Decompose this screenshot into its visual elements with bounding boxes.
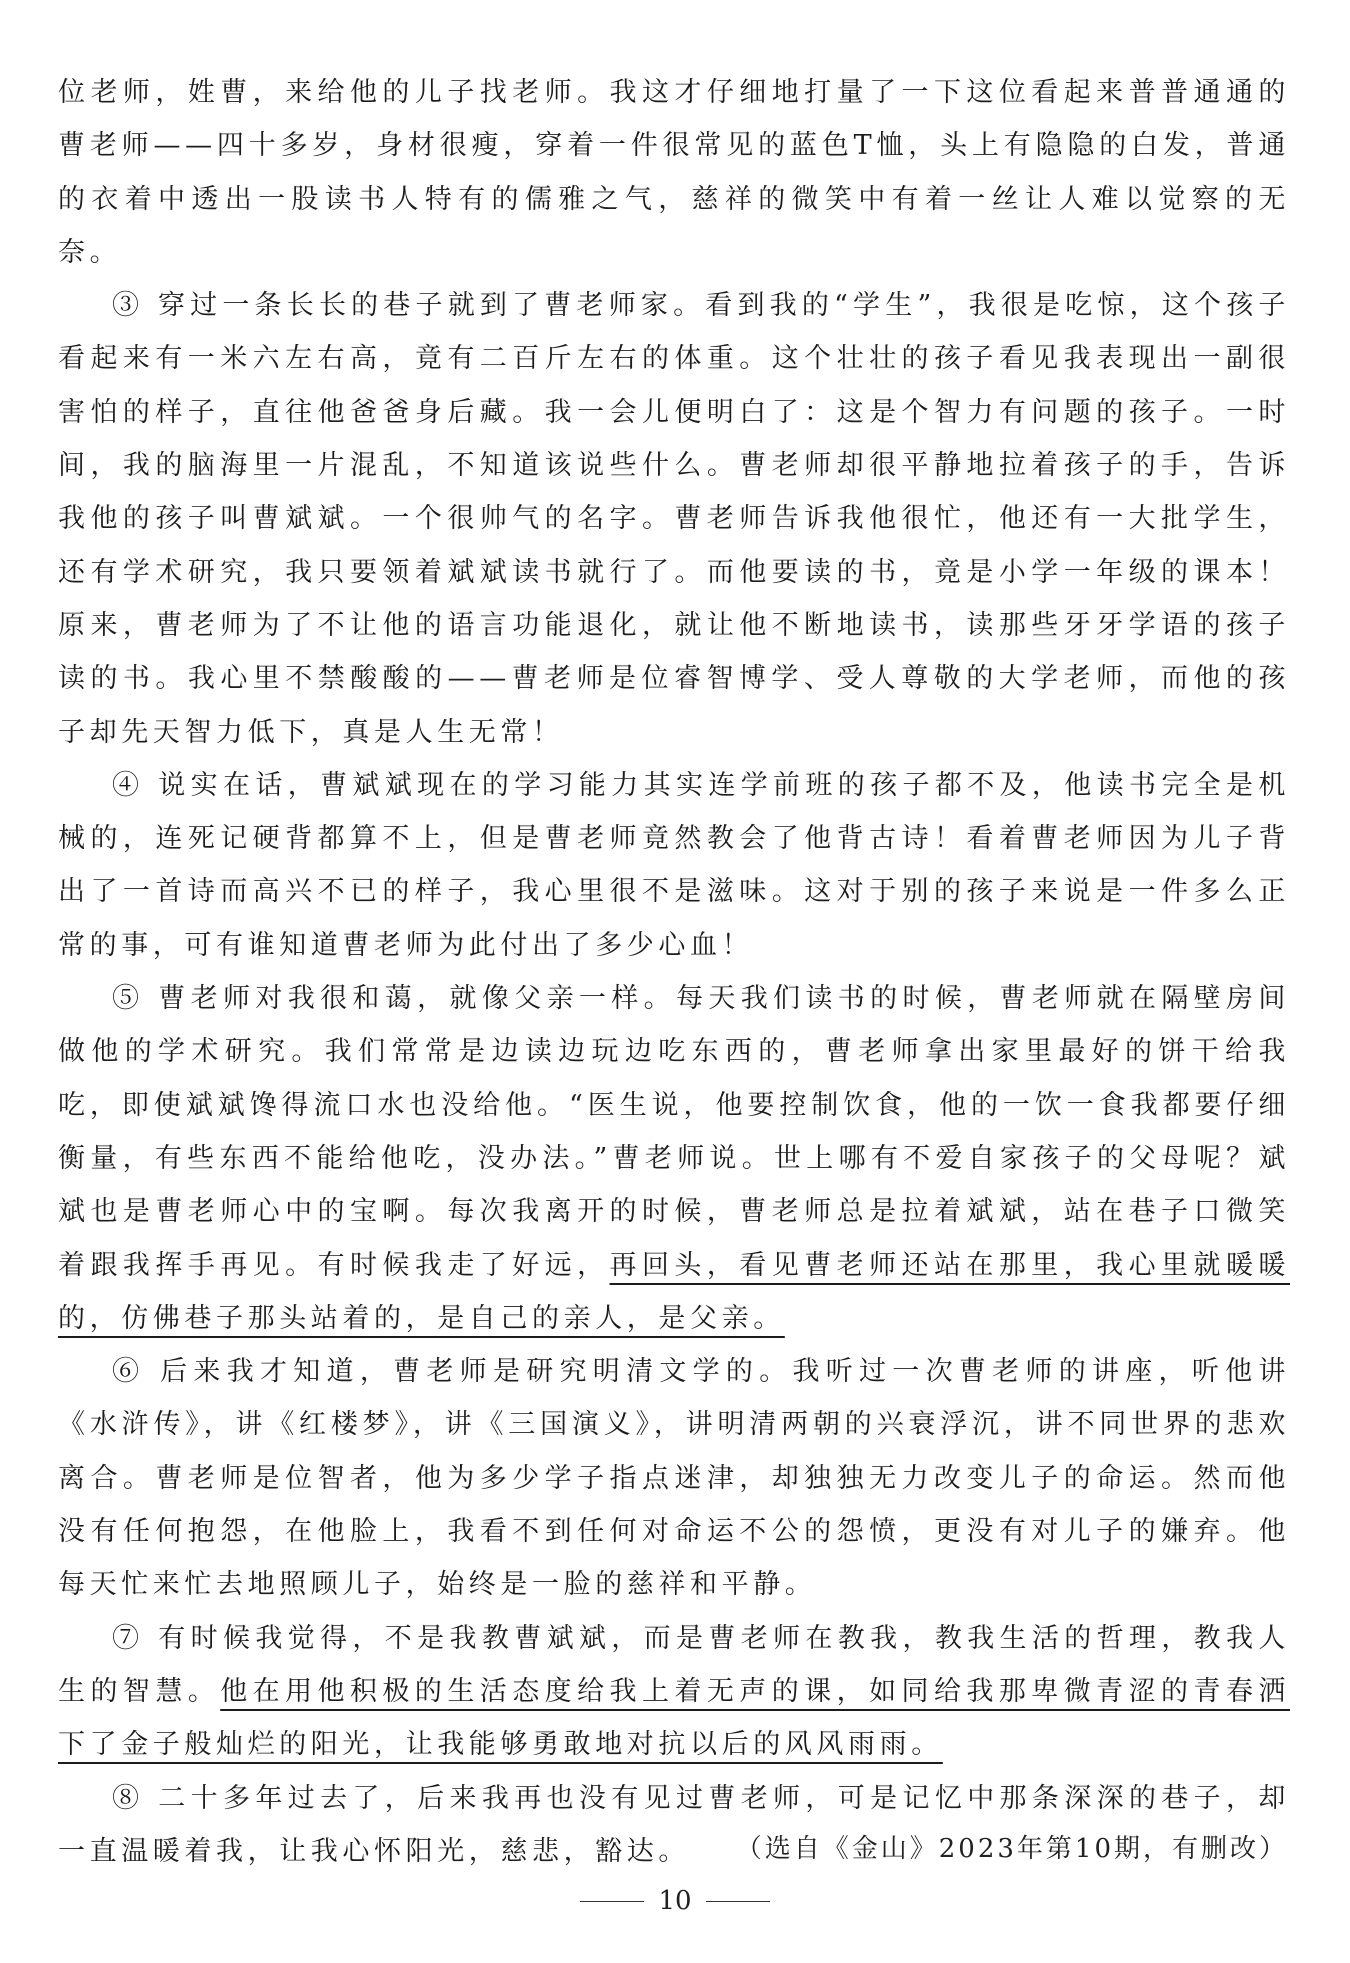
paragraph-text: ③ 穿过一条长长的巷子就到了曹老师家。看到我的“学生”，我很是吃惊，这个孩子看起来有一米六左右高，竟有二百斤左右的体重。这个壮壮的孩子看见我表现出一副很害怕的样子，直往他爸爸身后藏。我一会儿便明白了：这是个智力有问题的孩子。一时间，我的脑海里一片混乱，不知道该说些什么。曹老师却很平静地拉着孩子的手，告诉我他的孩子叫曹斌斌。一个很帅气的名字。曹老师告诉我他很忙，他还有一大批学生，还有学术研究，我只要领着斌斌读书就行了。而他要读的书，竟是小学一年级的课本！原来，曹老师为了不让他的语言功能退化，就让他不断地读书，读那些牙牙学语的孩子读的书。我心里不禁酸酸的——曹老师是位睿智博学、受人尊敬的大学老师，而他的孩子却先天智力低下，真是人生无常！ xyxy=(58,290,1290,748)
paragraph-text: ⑧ 二十多年过去了，后来我再也没有见过曹老师，可是记忆中那条深深的巷子，却一直温暖着我，让我心怀阳光，慈悲，豁达。 xyxy=(58,1782,1290,1867)
paragraph-7 xyxy=(58,1612,1290,1772)
paragraph-4 xyxy=(58,759,1290,972)
page-number: 10 xyxy=(658,1886,692,1916)
paragraph-5 xyxy=(58,972,1290,1345)
paragraph-text: ⑥ 后来我才知道，曹老师是研究明清文学的。我听过一次曹老师的讲座，听他讲《水浒传》，讲《红楼梦》，讲《三国演义》，讲明清两朝的兴衰浮沉，讲不同世界的悲欢离合。曹老师是位智者，他为多少学子指点迷津，却独独无力改变儿子的命运。然而他没有任何抱怨，在他脸上，我看不到任何对命运不公的怨愤，更没有对儿子的嫌弃。他每天忙来忙去地照顾儿子，始终是一脸的慈祥和平静。 xyxy=(58,1356,1290,1601)
underlined-sentence: 他在用他积极的生活态度给我上着无声的课，如同给我那卑微青涩的青春洒下了金子般灿烂的阳光，让我能够勇敢地对抗以后的风风雨雨。 xyxy=(58,1675,1290,1761)
paragraph-continued xyxy=(58,66,1290,279)
paragraph-text: 位老师，姓曹，来给他的儿子找老师。我这才仔细地打量了一下这位看起来普普通通的曹老师——四十多岁，身材很瘦，穿着一件很常见的蓝色T恤，头上有隐隐的白发，普通的衣着中透出一股读书人特有的儒雅之气，慈祥的微笑中有着一丝让人难以觉察的无奈。 xyxy=(58,77,1290,268)
paragraph-3 xyxy=(58,279,1290,759)
article-body xyxy=(58,66,1290,1878)
source-note: （选自《金山》2023年第10期，有删改） xyxy=(735,1834,1288,1864)
paragraph-text: ⑤ 曹老师对我很和蔼，就像父亲一样。每天我们读书的时候，曹老师就在隔壁房间做他的学术研究。我们常常是边读边玩边吃东西的，曹老师拿出家里最好的饼干给我吃，即使斌斌馋得流口水也没给他。“医生说，他要控制饮食，他的一饮一食我都要仔细衡量，有些东西不能给他吃，没办法。”曹老师说。世上哪有不爱自家孩子的父母呢？斌斌也是曹老师心中的宝啊。每次我离开的时候，曹老师总是拉着斌斌，站在巷子口微笑着跟我挥手再见。有时候我走了好远， xyxy=(58,983,1290,1281)
page-footer xyxy=(0,1886,1350,1916)
paragraph-text: ④ 说实在话，曹斌斌现在的学习能力其实连学前班的孩子都不及，他读书完全是机械的，连死记硬背都算不上，但是曹老师竟然教会了他背古诗！看着曹老师因为儿子背出了一首诗而高兴不已的样子，我心里很不是滋味。这对于别的孩子来说是一件多么正常的事，可有谁知道曹老师为此付出了多少心血！ xyxy=(58,769,1290,961)
underlined-sentence: 再回头，看见曹老师还站在那里，我心里就暖暖的，仿佛巷子那头站着的，是自己的亲人，是父亲。 xyxy=(58,1249,1290,1334)
paragraph-6 xyxy=(58,1345,1290,1611)
footer-rule-right xyxy=(706,1901,770,1902)
footer-rule-left xyxy=(580,1901,644,1902)
paragraph-text: ⑦ 有时候我觉得，不是我教曹斌斌，而是曹老师在教我，教我生活的哲理，教我人生的智慧。 xyxy=(58,1622,1290,1707)
